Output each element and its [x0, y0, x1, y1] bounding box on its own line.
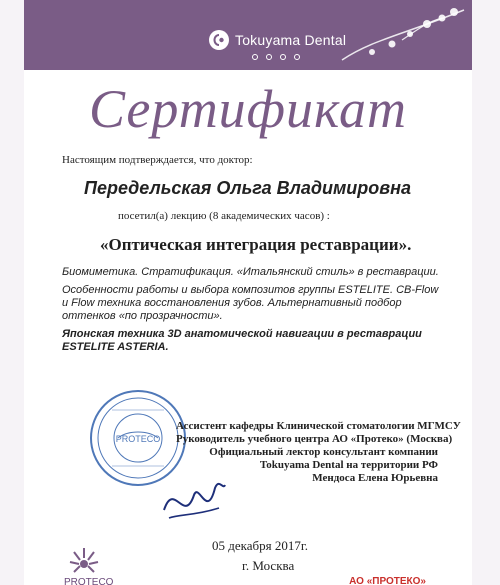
decorative-dots: [252, 54, 300, 60]
signer-line: Официальный лектор консультант компании: [209, 446, 438, 458]
seal-center-text: PROTECO: [115, 434, 161, 444]
footer-right-logo-text: АО «ПРОТЕКО»: [349, 576, 426, 585]
signer-line: Tokuyama Dental на территории РФ: [259, 459, 438, 471]
top-banner: [24, 0, 472, 70]
intro-text: Настоящим подтверждается, что доктор:: [62, 154, 253, 166]
certificate-city: г. Москва: [242, 558, 295, 573]
certificate-date: 05 декабря 2017г.: [212, 538, 308, 553]
signer-line: Мендоса Елена Юрьевна: [312, 472, 438, 484]
dot-icon: [280, 54, 286, 60]
signer-block: [176, 420, 461, 485]
brand-logo: [209, 30, 346, 50]
lecture-topic: «Оптическая интеграция реставрации».: [100, 235, 412, 254]
dot-icon: [252, 54, 258, 60]
signer-line: Ассистент кафедры Клинической стоматологии МГМСУ: [176, 420, 461, 432]
brand-name: Tokuyama Dental: [235, 32, 347, 48]
certificate-title: Сертификат: [89, 79, 407, 139]
lecture-attendance-line: посетил(а) лекцию (8 академических часов) :: [118, 210, 330, 222]
certificate-sheet: [24, 0, 472, 585]
dot-icon: [266, 54, 272, 60]
signer-line: Руководитель учебного центра АО «Протеко» (Москва): [176, 433, 453, 445]
description-paragraph: Японская техника 3D анатомической навигации в реставрации ESTELITE ASTERIA.: [62, 328, 422, 353]
lecture-description: [62, 266, 442, 359]
proteco-logo-icon: [64, 544, 104, 578]
tokuyama-logo-icon: [209, 30, 229, 50]
branch-decoration-icon: [332, 0, 472, 70]
description-paragraph: Биомиметика. Стратификация. «Итальянский стиль» в реставрации.: [62, 266, 439, 278]
footer-left-logo-text: PROTECO: [64, 577, 114, 585]
dot-icon: [294, 54, 300, 60]
description-paragraph: Особенности работы и выбора композитов группы ESTELITE. CB-Flow и Flow техника восстановления зубов. Альтернативный подбор оттенков «по прозрачности».: [62, 284, 439, 322]
recipient-name: Передельская Ольга Владимировна: [84, 178, 412, 198]
